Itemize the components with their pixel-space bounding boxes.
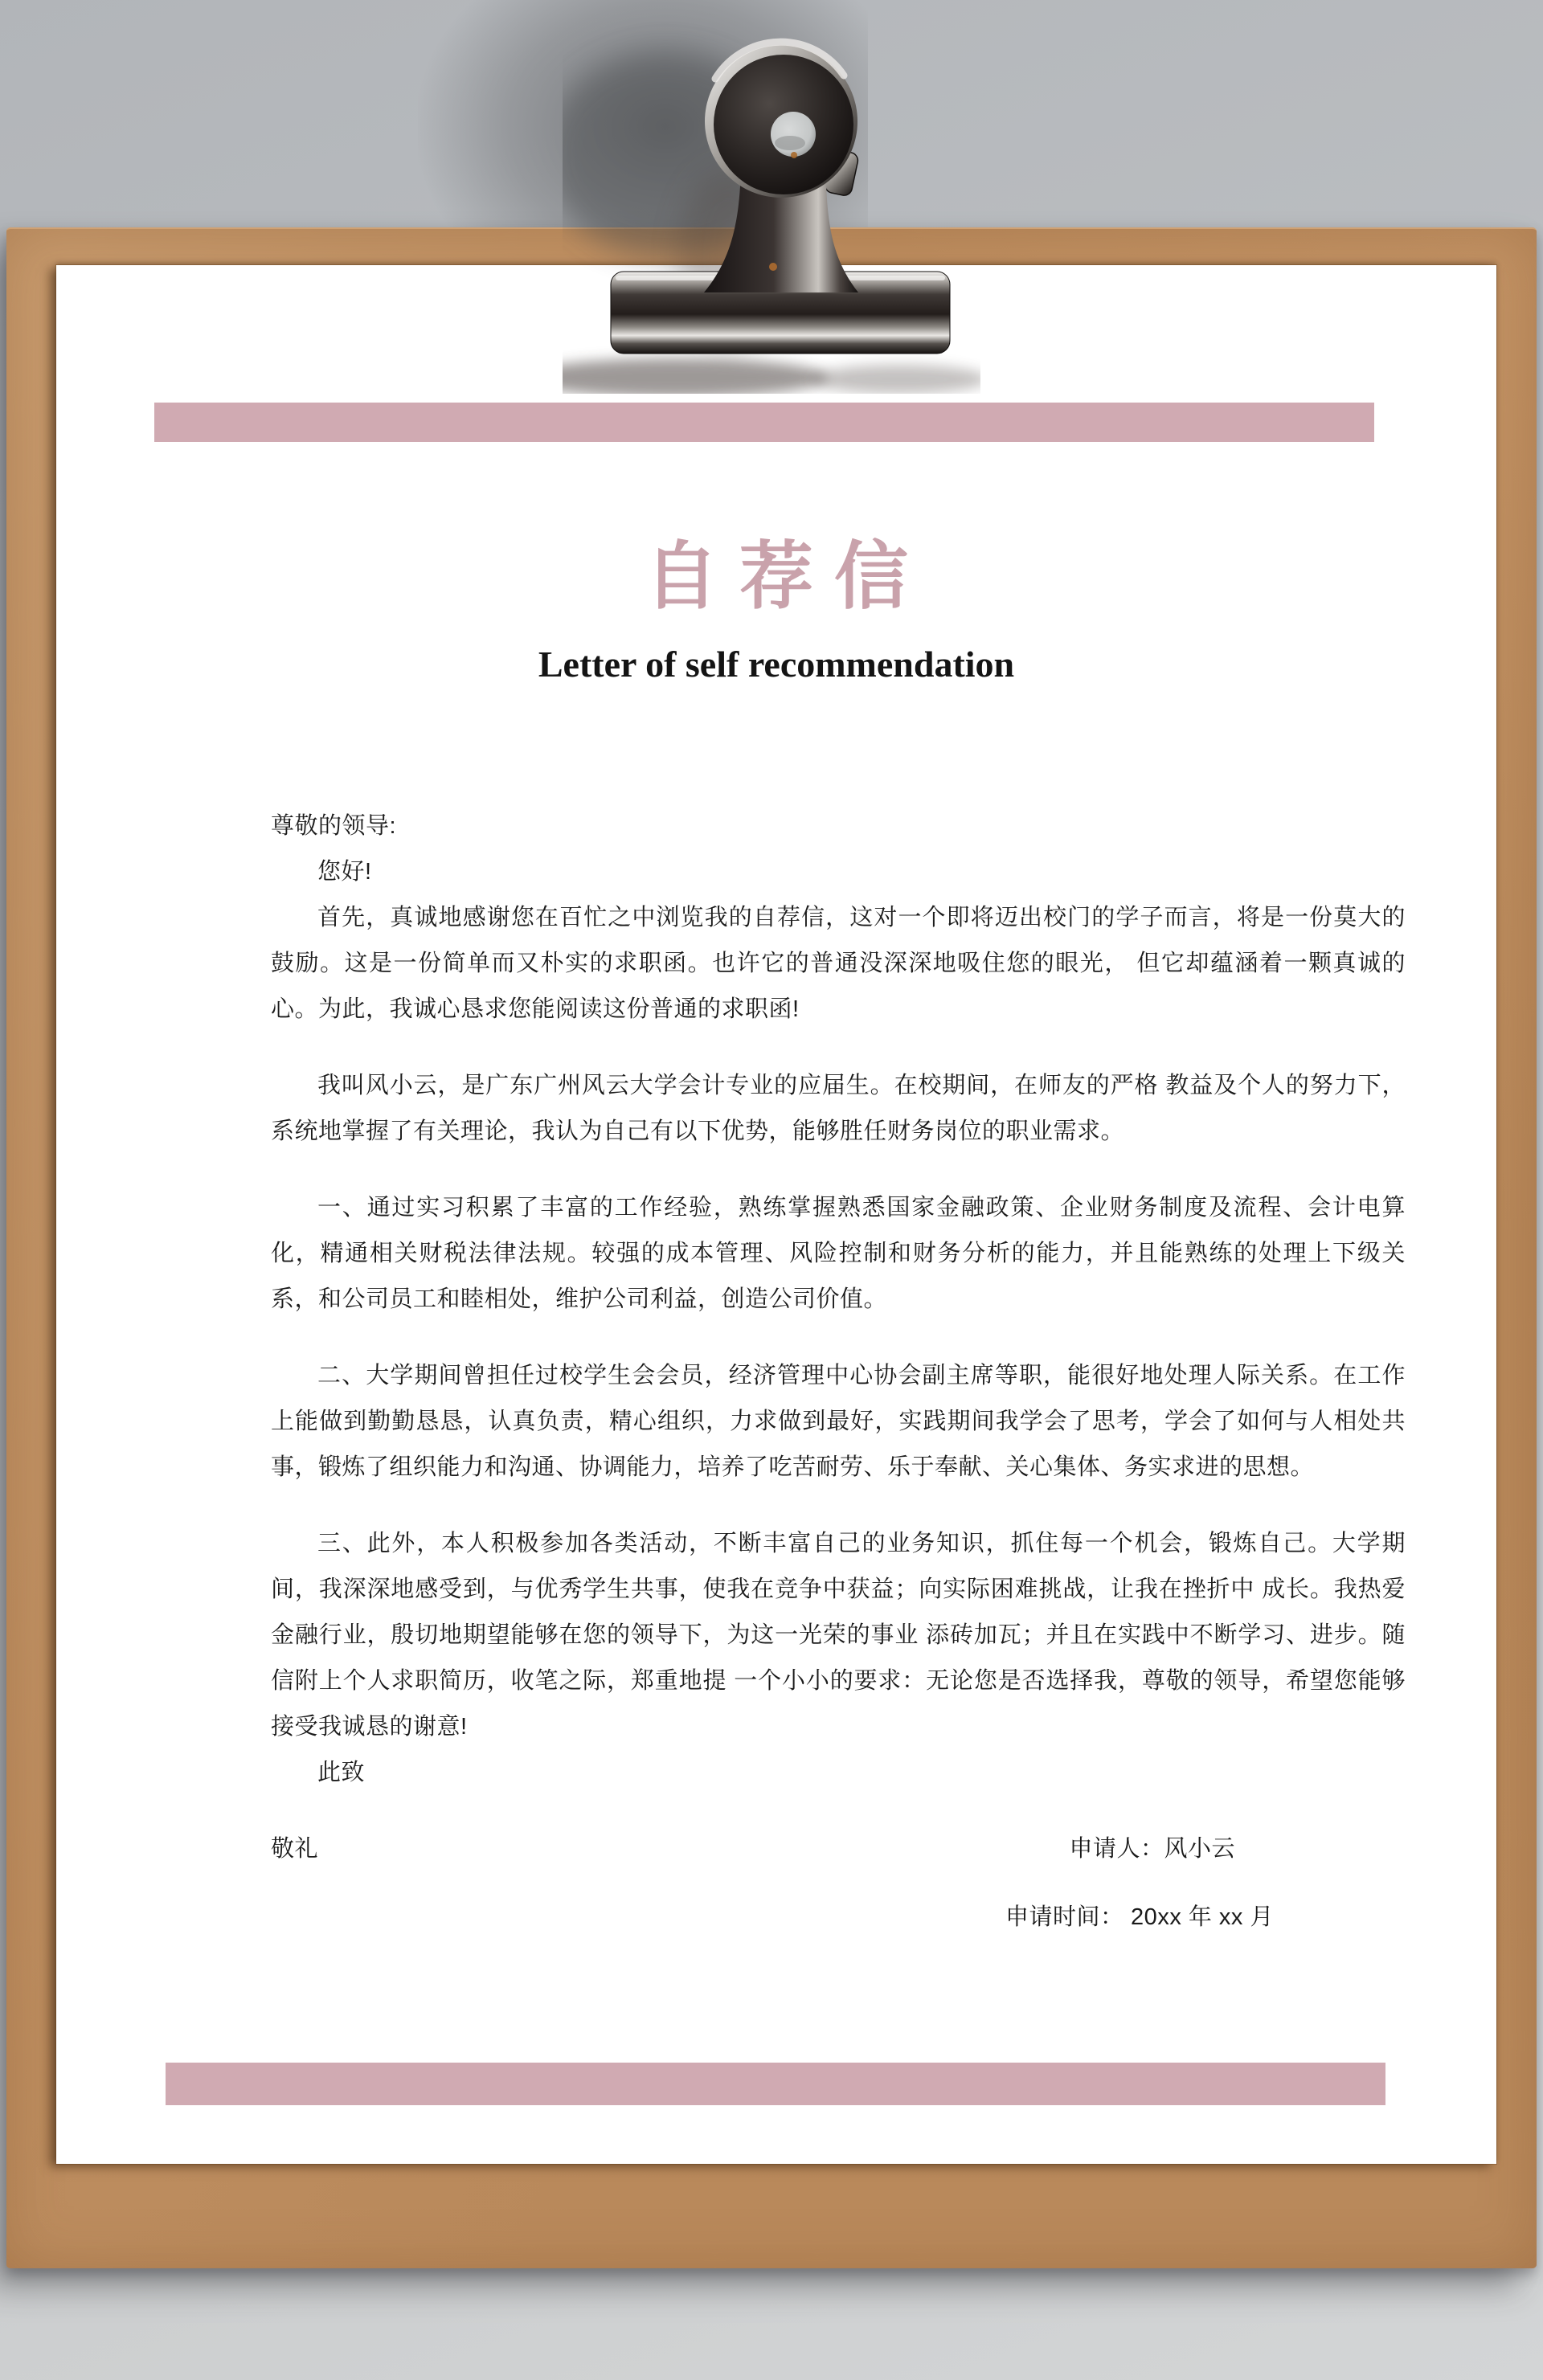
- greeting: 您好!: [317, 859, 372, 885]
- body-paragraph: 一、通过实习积累了丰富的工作经验，熟练掌握熟悉国家金融政策、企业财务制度及流程、会计电算化，精通相关财税法律法规。较强的成本管理、风险控制和财务分析的能力，并且能熟练的处理上下级关系，和公司员工和睦相处，维护公司利益，创造公司价值。: [271, 1195, 1406, 1312]
- accent-bar-top: [154, 403, 1374, 442]
- body-paragraph: 三、此外，本人积极参加各类活动，不断丰富自己的业务知识，抓住每一个机会，锻炼自己。大学期间，我深深地感受到，与优秀学生共事，使我在竞争中获益；向实际困难挑战，让我在挫折中 成长。我热爱金融行业，殷切地期望能够在您的领导下，为这一光荣的事业 添砖加瓦；并且在实践中不断学习、进步。随信附上个人求职简历，收笔之际，郑重地提 一个小小的要求：无论您是否选择我，尊敬的领导，希望您能够接受我诚恳的谢意!: [271, 1531, 1406, 1740]
- letter-title-en: Letter of self recommendation: [538, 644, 1015, 685]
- accent-bar-bottom: [166, 2063, 1385, 2105]
- closing-row: [271, 1826, 1406, 1872]
- letter-paper: [56, 265, 1496, 2164]
- body-paragraph: 我叫风小云，是广东广州风云大学会计专业的应届生。在校期间，在师友的严格 教益及个人的努力下，系统地掌握了有关理论，我认为自己有以下优势，能够胜任财务岗位的职业需求。: [271, 1073, 1406, 1144]
- body-paragraph: 首先，真诚地感谢您在百忙之中浏览我的自荐信，这对一个即将迈出校门的学子而言，将是一份莫大的鼓励。这是一份简单而又朴实的求职函。也许它的普通没深深地吸住您的眼光， 但它却蕴涵着一颗真诚的心。为此，我诚心恳求您能阅读这份普通的求职函!: [271, 905, 1406, 1022]
- letter-title-cn: 自荐信: [644, 536, 929, 618]
- body-paragraph: 二、大学期间曾担任过校学生会会员，经济管理中心协会副主席等职，能很好地处理人际关系。在工作上能做到勤勤恳恳，认真负责，精心组织，力求做到最好，实践期间我学会了思考，学会了如何与人相处共事，锻炼了组织能力和沟通、协调能力，培养了吃苦耐劳、乐于奉献、关心集体、务实求进的思想。: [271, 1363, 1406, 1480]
- letter-body: [271, 804, 1406, 1940]
- closing-cizhi: 此致: [317, 1760, 366, 1785]
- application-date: 申请时间： 20xx 年 xx 月: [1005, 1904, 1274, 1930]
- closing-jingli: 敬礼: [271, 1836, 319, 1862]
- closing-row: [271, 1895, 1406, 1940]
- applicant-name: 申请人：风小云: [1069, 1836, 1235, 1862]
- salutation: 尊敬的领导:: [271, 813, 397, 839]
